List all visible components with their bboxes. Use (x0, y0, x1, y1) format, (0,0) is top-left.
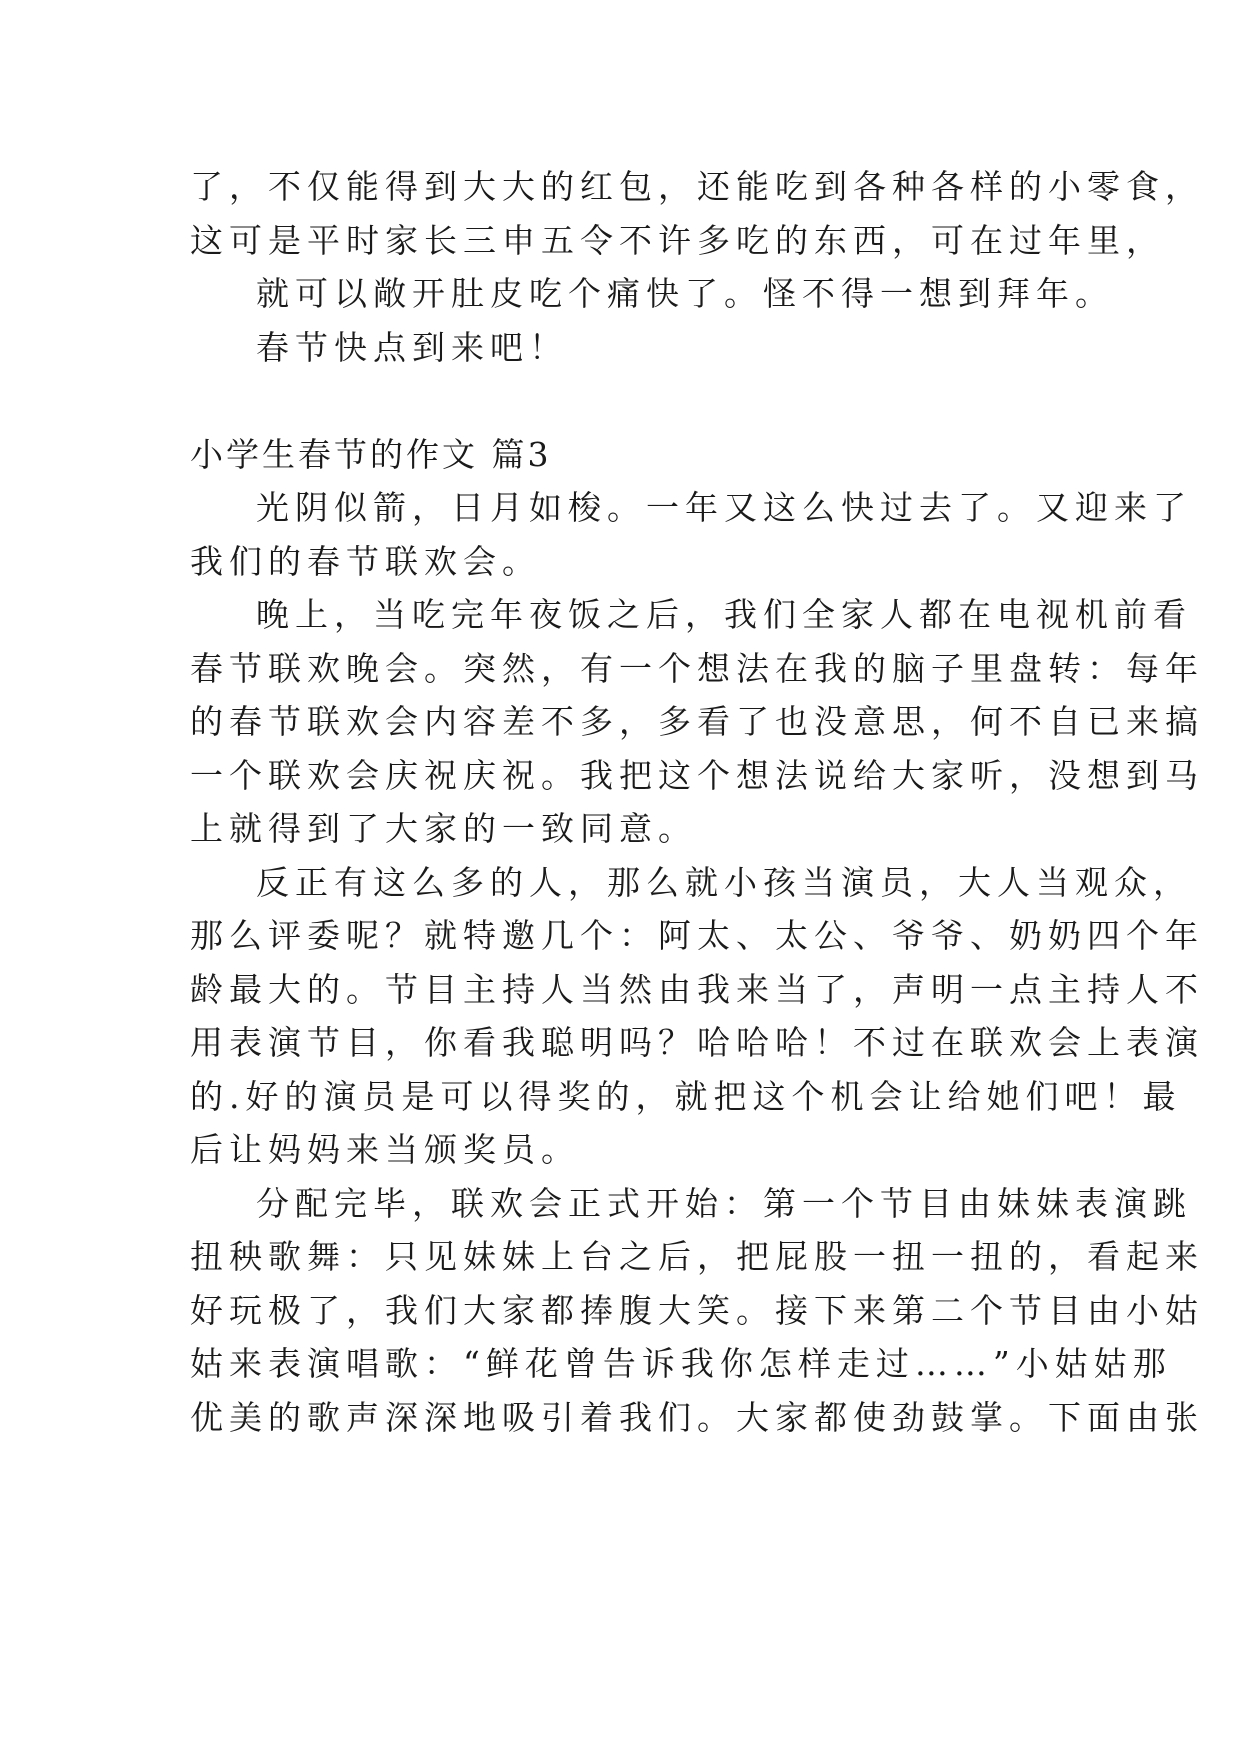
text-line: 这可是平时家长三申五令不许多吃的东西，可在过年里， (190, 220, 1165, 260)
text-line: 光阴似箭，日月如梭。一年又这么快过去了。又迎来了 (256, 488, 1192, 527)
text-line: 那么评委呢？就特邀几个：阿太、太公、爷爷、奶奶四个年 (190, 916, 1204, 955)
paragraph-gap (190, 374, 1060, 428)
text-line: 的.好的演员是可以得奖的，就把这个机会让给她们吧！最 (190, 1076, 1182, 1116)
text-line: 分配完毕，联欢会正式开始：第一个节目由妹妹表演跳 (256, 1183, 1192, 1223)
text-line: 晚上，当吃完年夜饭之后，我们全家人都在电视机前看 (256, 595, 1192, 634)
text-line: 后让妈妈来当颁奖员。 (190, 1130, 580, 1169)
text-line: 一个联欢会庆祝庆祝。我把这个想法说给大家听，没想到马 (190, 755, 1204, 795)
paragraph-line: 春节快点到来吧！ (256, 327, 568, 367)
text-line: 优美的歌声深深地吸引着我们。大家都使劲鼓掌。下面由张 (190, 1397, 1204, 1437)
paragraph-line: 就可以敞开肚皮吃个痛快了。怪不得一想到拜年。 (256, 274, 1114, 313)
text-line: 反正有这么多的人，那么就小孩当演员，大人当观众， (256, 862, 1192, 902)
text-line: 扭秧歌舞：只见妹妹上台之后，把屁股一扭一扭的，看起来 (190, 1237, 1204, 1276)
section-title: 小学生春节的作文 篇3 (190, 434, 552, 474)
paragraph (190, 1177, 1204, 1445)
paragraph (190, 856, 1204, 1177)
text-line: 我们的春节联欢会。 (190, 541, 541, 581)
text-line: 了，不仅能得到大大的红包，还能吃到各种各样的小零食， (190, 167, 1204, 206)
paragraph (190, 588, 1204, 856)
paragraph (190, 481, 1192, 588)
text-line: 用表演节目，你看我聪明吗？哈哈哈！不过在联欢会上表演 (190, 1023, 1204, 1062)
text-line: 春节联欢晚会。突然，有一个想法在我的脑子里盘转：每年 (190, 648, 1204, 688)
text-line: 龄最大的。节目主持人当然由我来当了，声明一点主持人不 (190, 969, 1204, 1009)
document-body (190, 160, 1204, 1444)
text-line: 上就得到了大家的一致同意。 (190, 809, 697, 848)
text-line: 姑来表演唱歌：“鲜花曾告诉我你怎样走过……”小姑姑那 (190, 1344, 1172, 1383)
text-line: 好玩极了，我们大家都捧腹大笑。接下来第二个节目由小姑 (190, 1290, 1204, 1330)
text-line: 的春节联欢会内容差不多，多看了也没意思，何不自已来搞 (190, 702, 1204, 741)
